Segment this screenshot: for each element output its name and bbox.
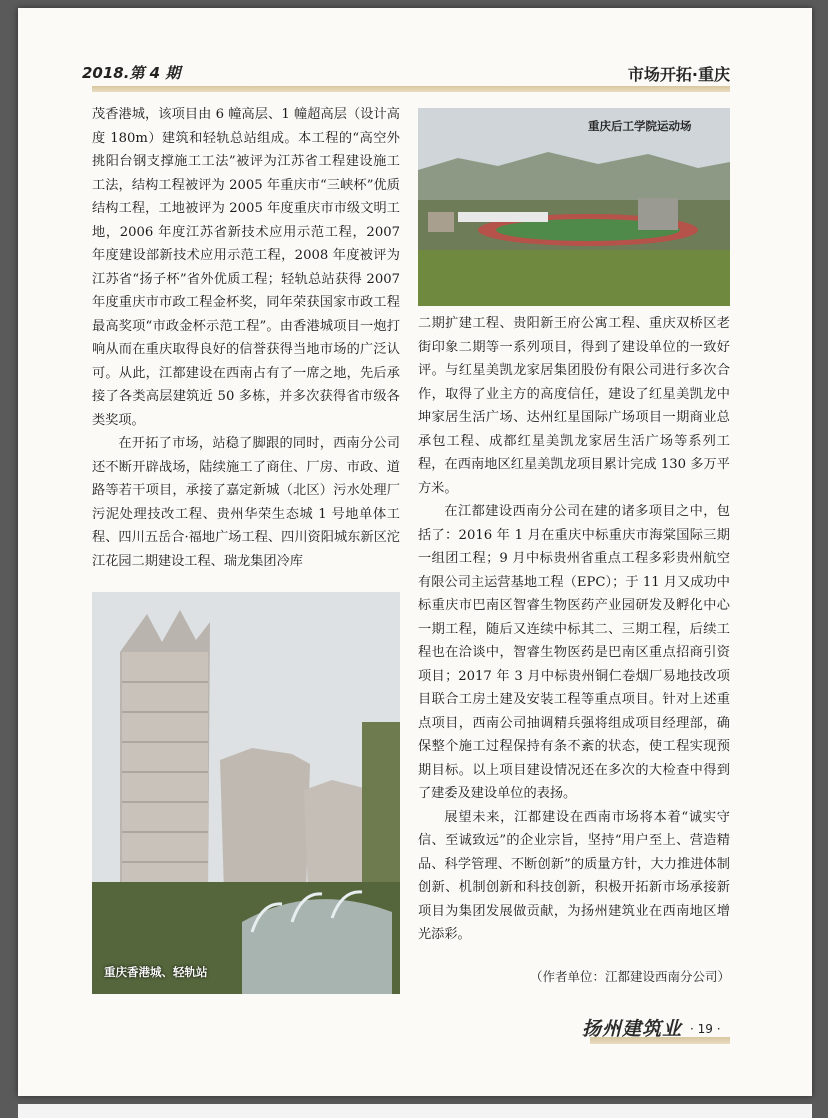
magazine-logo: 扬州建筑业 (582, 1018, 683, 1040)
next-page-edge (18, 1104, 812, 1118)
paragraph: 展望未来，江都建设在西南市场将本着“诚实守信、至诚致远”的企业宗旨，坚持“用户至上、营造精品、科学管理、不断创新”的质量方针，大力推进体制创新、机制创新和科技创新，积极开拓新市场承接新项目为集团发展做贡献，为扬州建筑业在西南地区增光添彩。 (418, 809, 730, 942)
right-column (418, 312, 730, 947)
stadium-caption: 重庆后工学院运动场 (588, 119, 692, 133)
paragraph: 在江都建设西南分公司在建的诸多项目之中，包括了：2016 年 1 月在重庆中标重庆市海棠国际三期一组团工程；9 月中标贵州省重点工程多彩贵州航空有限公司主运营基地工程（EPC）；于 11 月又成功中标重庆市巴南区智睿生物医药产业园研发及孵化中心一期工程，随后又连续中标其二、三期工程，后续工程也在洽谈中，智睿生物医药是巴南区重点招商引资项目；2017 年 3 月中标贵州铜仁卷烟厂易地技改项目联合工房土建及安装工程等重点项目。针对上述重点项目，西南公司抽调精兵强将组成项目经理部，确保整个施工过程保持有条不紊的状态，使工程实现预期目标。以上项目建设情况还在多次的大检查中得到了建委及建设单位的表扬。 (418, 504, 730, 801)
stadium-photo (418, 108, 730, 306)
paragraph: 在开拓了市场，站稳了脚跟的同时，西南分公司还不断开辟战场，陆续施工了商住、厂房、市政、道路等若干项目，承接了嘉定新城（北区）污水处理厂污泥处理技改工程、贵州华荣生态城 1 号地单体工程、四川五岳合·福地广场工程、四川资阳城东新区沱江花园二期建设工程、瑞龙集团冷库 (92, 436, 400, 569)
page-number: · 19 · (690, 1022, 721, 1036)
issue-number: 2018.第 4 期 (82, 64, 181, 82)
paragraph: 二期扩建工程、贵阳新王府公寓工程、重庆双桥区老街印象二期等一系列项目，得到了建设单位的一致好评。与红星美凯龙家居集团股份有限公司进行多次合作，取得了业主方的高度信任，建设了红星美凯龙中坤家居生活广场、达州红星国际广场项目一期商业总承包工程、成都红星美凯龙家居生活广场等系列工程，在西南地区红星美凯龙项目累计完成 130 多万平方米。 (418, 316, 730, 496)
towers-caption: 重庆香港城、轻轨站 (104, 965, 208, 979)
paragraph: 茂香港城，该项目由 6 幢高层、1 幢超高层（设计高度 180m）建筑和轻轨总站组成。本工程的“高空外挑阳台钢支撑施工工法”被评为江苏省工程建设施工工法，结构工程被评为 2005 年重庆市“三峡杯”优质结构工程，工地被评为 2005 年度重庆市市级文明工地，2006 年度江苏省新技术应用示范工程，2007 年度建设部新技术应用示范工程，2008 年度被评为江苏省“扬子杯”省外优质工程；轻轨总站获得 2007 年度重庆市市政工程金杯奖，同年荣获国家市政工程最高奖项“市政金杯示范工程”。由香港城项目一炮打响从而在重庆取得良好的信誉获得当地市场的广泛认可。从此，江都建设在西南占有了一席之地，先后承接了各类高层建筑近 50 多栋，并多次获得省市级各类奖项。 (92, 107, 400, 428)
left-column (92, 103, 400, 573)
section-title: 市场开拓·重庆 (627, 65, 730, 84)
stadium-illustration (418, 108, 730, 306)
towers-photo (92, 592, 400, 994)
author-affiliation: （作者单位：江都建设西南分公司） (529, 969, 730, 984)
header-rule (92, 86, 730, 92)
towers-illustration (92, 592, 400, 994)
